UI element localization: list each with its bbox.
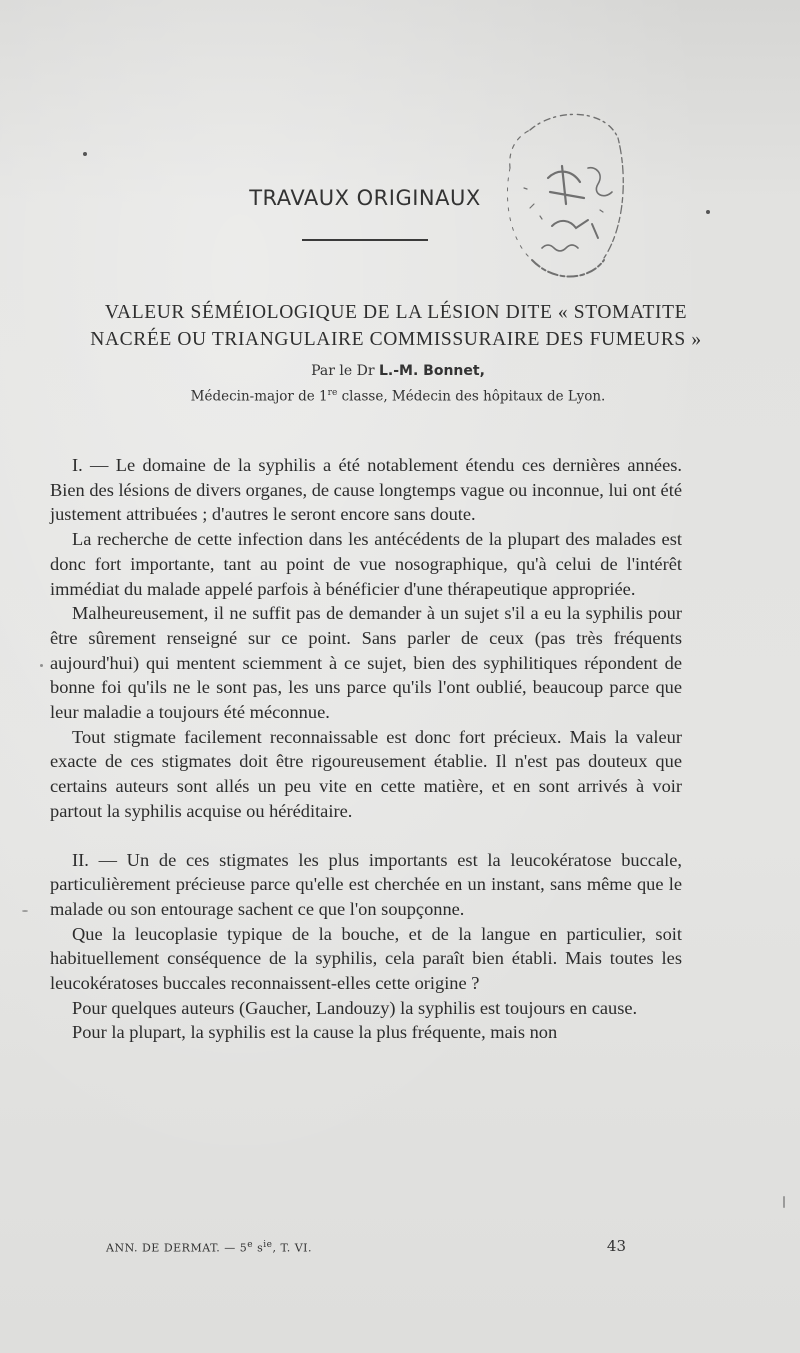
article-title-line: VALEUR SÉMÉIOLOGIQUE DE LA LÉSION DITE « STOMATITE (104, 302, 688, 323)
paragraph: Pour la plupart, la syphilis est la cause la plus fréquente, mais non (72, 1022, 558, 1043)
paragraph: II. — Un de ces stigmates les plus importants est la leucokératose buccale, particulièrement précieuse parce qu'elle est cherchée en un instant, sans même que le malade ou son entourage sachent ce que l'on soupçonne. (50, 849, 682, 919)
paragraph: Pour quelques auteurs (Gaucher, Landouzy) la syphilis est toujours en cause. (72, 997, 638, 1018)
author-name: L.-M. Bonnet, (378, 363, 485, 379)
byline-prefix: Par le Dr (311, 363, 375, 379)
page-number: 43 (606, 1237, 626, 1255)
scan-speck (783, 1196, 785, 1208)
scan-speck (22, 910, 28, 912)
author-affiliation: Médecin-major de 1re classe, Médecin des hôpitaux de Lyon. (190, 388, 606, 405)
article-body (50, 453, 682, 1045)
scan-speck (83, 152, 87, 156)
paragraph: Tout stigmate facilement reconnaissable est donc fort précieux. Mais la valeur exacte de ces stigmates doit être rigoureusement établie. Il n'est pas douteux que certains auteurs sont allés un peu vite en cette matière, et en sont arrivés à voir partout la syphilis acquise ou héréditaire. (50, 726, 682, 821)
paragraph: La recherche de cette infection dans les antécédents de la plupart des malades est donc fort importante, tant au point de vue nosographique, qu'à celui de l'intérêt immédiat du malade appelé parfois à bénéficier d'une thérapeutique appropriée. (50, 529, 682, 599)
scan-speck (40, 664, 43, 667)
article-title (40, 299, 752, 353)
scan-speck (706, 210, 710, 214)
section-heading: TRAVAUX ORIGINAUX (249, 186, 481, 210)
journal-reference: ANN. DE DERMAT. — 5e $s^{ie}$, T. VI. (106, 1240, 312, 1255)
article-title-line: NACRÉE OU TRIANGULAIRE COMMISSURAIRE DES FUMEURS » (90, 329, 702, 350)
section-gap (50, 824, 682, 848)
paragraph: Malheureusement, il ne suffit pas de demander à un sujet s'il a eu la syphilis pour être sûrement renseigné sur ce point. Sans parler de ceux (pas très fréquents aujourd'hui) qui mentent sciemment à ce sujet, bien des syphilitiques répondent de bonne foi qu'ils ne le sont pas, les uns parce qu'ils l'ont oublié, beaucoup parce que leur maladie a toujours été méconnue. (50, 603, 682, 723)
paragraph: I. — Le domaine de la syphilis a été notablement étendu ces dernières années. Bien des lésions de divers organes, de cause longtemps vague ou inconnue, lui ont été justement attribuées ; d'autres le seront encore sans doute. (50, 455, 682, 525)
heading-divider (302, 239, 428, 241)
paragraph: Que la leucoplasie typique de la bouche, et de la langue en particulier, soit habituellement conséquence de la syphilis, cela paraît bien établi. Mais toutes les leucokératoses buccales reconnaissent-elles cette origine ? (50, 923, 682, 994)
byline (40, 363, 756, 379)
